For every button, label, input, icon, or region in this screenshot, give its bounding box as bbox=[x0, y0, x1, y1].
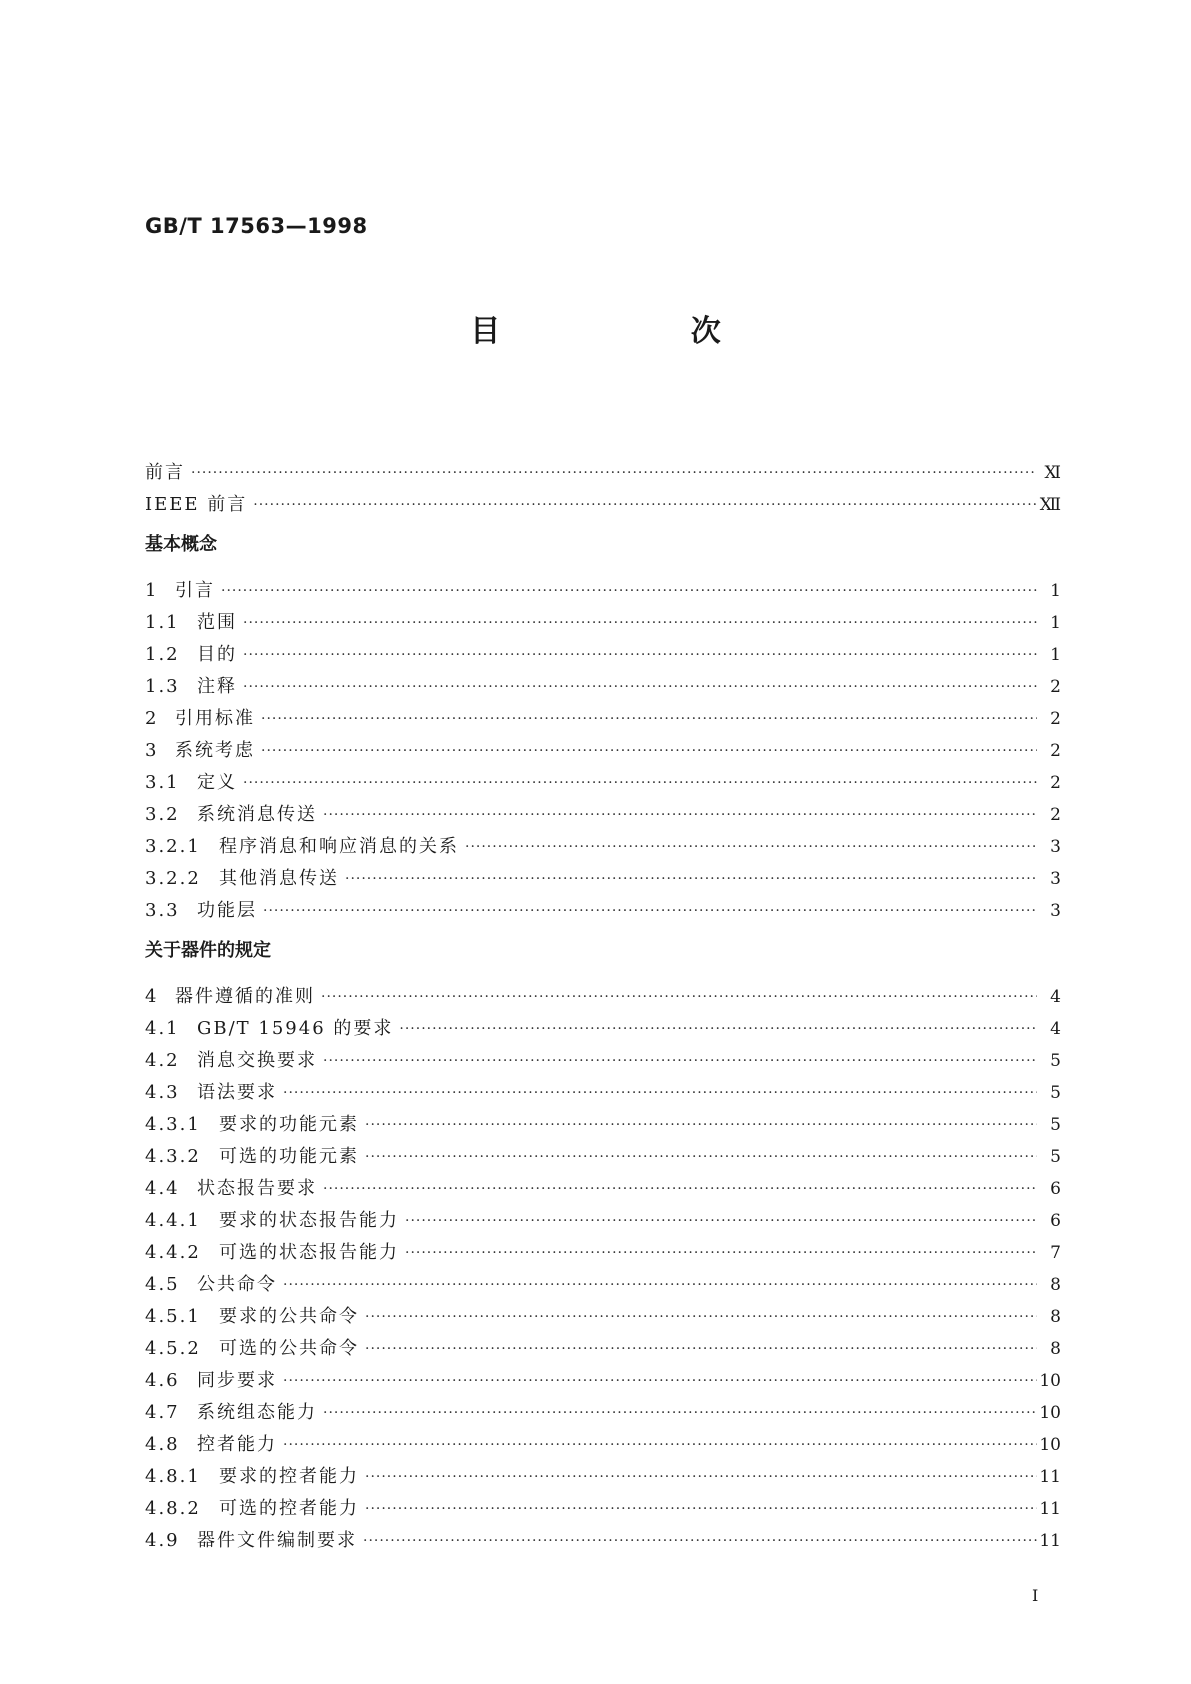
toc-section-heading: 关于器件的规定 bbox=[145, 940, 271, 961]
toc-leader bbox=[283, 1436, 1037, 1454]
toc-entry-page: 2 bbox=[1050, 805, 1061, 825]
toc-entry-number: 1.3 bbox=[145, 676, 180, 697]
toc-entry-label: 器件遵循的准则 bbox=[175, 986, 315, 1007]
toc-entry-label: 功能层 bbox=[197, 900, 257, 921]
toc-section-heading: 基本概念 bbox=[145, 534, 217, 555]
toc-entry-number: 4.9 bbox=[145, 1530, 180, 1551]
toc-entry-label: GB/T 15946 的要求 bbox=[197, 1018, 394, 1039]
toc-entry[interactable] bbox=[145, 1136, 1061, 1168]
toc-entry-page: 8 bbox=[1050, 1307, 1061, 1327]
toc-entry-page: 2 bbox=[1050, 773, 1061, 793]
toc-leader bbox=[363, 1532, 1037, 1550]
toc-entry-page: 6 bbox=[1050, 1211, 1061, 1231]
toc-leader bbox=[365, 1116, 1037, 1134]
toc-entry[interactable] bbox=[145, 762, 1061, 794]
toc-entry-number: 4.1 bbox=[145, 1018, 180, 1039]
toc-entry-number: 2 bbox=[145, 708, 159, 729]
toc-leader bbox=[321, 988, 1037, 1006]
toc-leader bbox=[243, 614, 1037, 632]
toc-leader bbox=[465, 838, 1037, 856]
toc-leader bbox=[365, 1308, 1037, 1326]
toc-entry[interactable] bbox=[145, 890, 1061, 922]
toc-entry-page: 5 bbox=[1050, 1147, 1061, 1167]
toc-entry-number: 4.4 bbox=[145, 1178, 180, 1199]
toc-entry-number: 1.1 bbox=[145, 612, 180, 633]
toc-entry-number: 4.5.1 bbox=[145, 1306, 201, 1327]
toc-entry-label: 可选的控者能力 bbox=[219, 1498, 359, 1519]
toc-leader bbox=[365, 1468, 1037, 1486]
toc-entry[interactable] bbox=[145, 1168, 1061, 1200]
toc-entry[interactable] bbox=[145, 730, 1061, 762]
toc-entry-number: 4.3 bbox=[145, 1082, 180, 1103]
toc-entry[interactable] bbox=[145, 1264, 1061, 1296]
toc-leader bbox=[283, 1084, 1037, 1102]
standard-code: GB/T 17563—1998 bbox=[145, 214, 368, 238]
toc-entry-label: 目的 bbox=[197, 644, 237, 665]
toc-entry-label: 引用标准 bbox=[175, 708, 255, 729]
toc-entry-number: 3.2.1 bbox=[145, 836, 201, 857]
toc-entry-page: 8 bbox=[1050, 1275, 1061, 1295]
toc-entry-label: 注释 bbox=[197, 676, 237, 697]
toc-entry-label: 语法要求 bbox=[197, 1082, 277, 1103]
toc-entry-page: 2 bbox=[1050, 677, 1061, 697]
toc-entry-number: 1 bbox=[145, 580, 159, 601]
toc-leader bbox=[345, 870, 1037, 888]
toc-entry[interactable] bbox=[145, 1328, 1061, 1360]
toc-entry-label: 程序消息和响应消息的关系 bbox=[219, 836, 459, 857]
toc-leader bbox=[283, 1276, 1037, 1294]
toc-entry[interactable] bbox=[145, 634, 1061, 666]
toc-entry-number: 4.5 bbox=[145, 1274, 180, 1295]
toc-entry-foreword[interactable] bbox=[145, 452, 1061, 484]
toc-entry-number: 4.2 bbox=[145, 1050, 180, 1071]
toc-entry[interactable] bbox=[145, 1200, 1061, 1232]
toc-entry-label: 其他消息传送 bbox=[219, 868, 339, 889]
toc-leader bbox=[283, 1372, 1037, 1390]
toc-entry[interactable] bbox=[145, 1520, 1061, 1552]
toc-entry-label: 系统组态能力 bbox=[197, 1402, 317, 1423]
toc-entry[interactable] bbox=[145, 570, 1061, 602]
toc-leader bbox=[221, 582, 1037, 600]
toc-entry[interactable] bbox=[145, 1488, 1061, 1520]
toc-entry-label: 可选的状态报告能力 bbox=[219, 1242, 399, 1263]
toc-entry-page: 1 bbox=[1050, 645, 1061, 665]
toc-entry-number: 3 bbox=[145, 740, 159, 761]
toc-entry-page: 10 bbox=[1039, 1371, 1061, 1391]
toc-entry[interactable] bbox=[145, 1008, 1061, 1040]
toc-leader bbox=[263, 902, 1037, 920]
toc-entry[interactable] bbox=[145, 1104, 1061, 1136]
toc-entry-number: 4.5.2 bbox=[145, 1338, 201, 1359]
toc-entry[interactable] bbox=[145, 1392, 1061, 1424]
toc-entry-number: 3.2.2 bbox=[145, 868, 201, 889]
toc-entry[interactable] bbox=[145, 602, 1061, 634]
toc-leader bbox=[323, 1180, 1037, 1198]
toc-entry-number: 4.7 bbox=[145, 1402, 180, 1423]
toc-entry-label: 系统消息传送 bbox=[197, 804, 317, 825]
toc-entry-ieee-foreword[interactable] bbox=[145, 484, 1061, 516]
toc-leader bbox=[253, 496, 1037, 514]
toc-entry-page: 2 bbox=[1050, 709, 1061, 729]
toc-entry-page: 4 bbox=[1050, 987, 1061, 1007]
toc-leader bbox=[243, 774, 1037, 792]
toc-leader bbox=[365, 1340, 1037, 1358]
table-of-contents bbox=[145, 452, 1061, 1552]
toc-leader bbox=[399, 1020, 1037, 1038]
toc-entry-label: IEEE 前言 bbox=[145, 494, 248, 515]
toc-entry-label: 要求的状态报告能力 bbox=[219, 1210, 399, 1231]
toc-entry[interactable] bbox=[145, 858, 1061, 890]
toc-entry-number: 3.2 bbox=[145, 804, 180, 825]
toc-entry-label: 可选的公共命令 bbox=[219, 1338, 359, 1359]
toc-entry-page: Ⅺ bbox=[1044, 463, 1061, 483]
toc-entry-label: 引言 bbox=[175, 580, 215, 601]
toc-entry-page: 1 bbox=[1050, 581, 1061, 601]
toc-entry-page: 4 bbox=[1050, 1019, 1061, 1039]
toc-entry-page: 11 bbox=[1039, 1499, 1061, 1519]
toc-entry[interactable] bbox=[145, 1360, 1061, 1392]
toc-entry-number: 3.3 bbox=[145, 900, 180, 921]
toc-leader bbox=[405, 1212, 1037, 1230]
toc-entry-page: 1 bbox=[1050, 613, 1061, 633]
page-number: Ⅰ bbox=[1032, 1586, 1039, 1605]
toc-entry-page: 5 bbox=[1050, 1115, 1061, 1135]
page-title: 目 次 bbox=[470, 314, 811, 349]
toc-leader bbox=[191, 464, 1037, 482]
toc-entry[interactable] bbox=[145, 1072, 1061, 1104]
toc-entry-label: 范围 bbox=[197, 612, 237, 633]
toc-leader bbox=[405, 1244, 1037, 1262]
toc-entry-number: 4.8.1 bbox=[145, 1466, 201, 1487]
toc-entry-label: 要求的控者能力 bbox=[219, 1466, 359, 1487]
toc-entry-page: 7 bbox=[1050, 1243, 1061, 1263]
toc-entry[interactable] bbox=[145, 826, 1061, 858]
toc-entry[interactable] bbox=[145, 794, 1061, 826]
toc-entry-number: 3.1 bbox=[145, 772, 180, 793]
toc-entry-page: 3 bbox=[1050, 837, 1061, 857]
toc-entry[interactable] bbox=[145, 1040, 1061, 1072]
toc-entry[interactable] bbox=[145, 976, 1061, 1008]
toc-leader bbox=[243, 678, 1037, 696]
toc-entry-label: 系统考虑 bbox=[175, 740, 255, 761]
toc-entry-page: 8 bbox=[1050, 1339, 1061, 1359]
toc-leader bbox=[365, 1500, 1037, 1518]
toc-entry-page: 6 bbox=[1050, 1179, 1061, 1199]
toc-entry-number: 4.4.1 bbox=[145, 1210, 201, 1231]
toc-entry-page: 5 bbox=[1050, 1083, 1061, 1103]
toc-entry-label: 可选的功能元素 bbox=[219, 1146, 359, 1167]
toc-entry-number: 1.2 bbox=[145, 644, 180, 665]
toc-entry-number: 4.3.2 bbox=[145, 1146, 201, 1167]
toc-entry-label: 控者能力 bbox=[197, 1434, 277, 1455]
toc-entry-label: 器件文件编制要求 bbox=[197, 1530, 357, 1551]
toc-entry-label: 公共命令 bbox=[197, 1274, 277, 1295]
toc-entry[interactable] bbox=[145, 1232, 1061, 1264]
toc-entry-label: 同步要求 bbox=[197, 1370, 277, 1391]
toc-section bbox=[145, 976, 1061, 1552]
toc-leader bbox=[365, 1148, 1037, 1166]
toc-entry-page: Ⅻ bbox=[1039, 495, 1061, 515]
toc-leader bbox=[261, 742, 1037, 760]
toc-entry-page: 10 bbox=[1039, 1403, 1061, 1423]
toc-entry-page: 2 bbox=[1050, 741, 1061, 761]
toc-entry-page: 5 bbox=[1050, 1051, 1061, 1071]
toc-entry-label: 状态报告要求 bbox=[197, 1178, 317, 1199]
toc-entry-number: 4.6 bbox=[145, 1370, 180, 1391]
toc-entry[interactable] bbox=[145, 1456, 1061, 1488]
toc-leader bbox=[323, 1404, 1037, 1422]
toc-entry[interactable] bbox=[145, 698, 1061, 730]
toc-section bbox=[145, 570, 1061, 922]
toc-leader bbox=[243, 646, 1037, 664]
toc-entry-number: 4.3.1 bbox=[145, 1114, 201, 1135]
toc-entry-page: 11 bbox=[1039, 1467, 1061, 1487]
toc-entry-label: 消息交换要求 bbox=[197, 1050, 317, 1071]
toc-entry-label: 要求的功能元素 bbox=[219, 1114, 359, 1135]
toc-entry-number: 4.8 bbox=[145, 1434, 180, 1455]
toc-entry-page: 11 bbox=[1039, 1531, 1061, 1551]
toc-entry-label: 要求的公共命令 bbox=[219, 1306, 359, 1327]
toc-leader bbox=[261, 710, 1037, 728]
toc-entry[interactable] bbox=[145, 1424, 1061, 1456]
toc-entry-label: 定义 bbox=[197, 772, 237, 793]
toc-entry-number: 4 bbox=[145, 986, 159, 1007]
toc-entry-page: 3 bbox=[1050, 901, 1061, 921]
toc-leader bbox=[323, 806, 1037, 824]
toc-entry-number: 4.8.2 bbox=[145, 1498, 201, 1519]
toc-entry[interactable] bbox=[145, 666, 1061, 698]
toc-entry-number: 4.4.2 bbox=[145, 1242, 201, 1263]
toc-entry-label: 前言 bbox=[145, 462, 185, 483]
toc-entry-page: 3 bbox=[1050, 869, 1061, 889]
toc-entry[interactable] bbox=[145, 1296, 1061, 1328]
toc-leader bbox=[323, 1052, 1037, 1070]
toc-entry-page: 10 bbox=[1039, 1435, 1061, 1455]
